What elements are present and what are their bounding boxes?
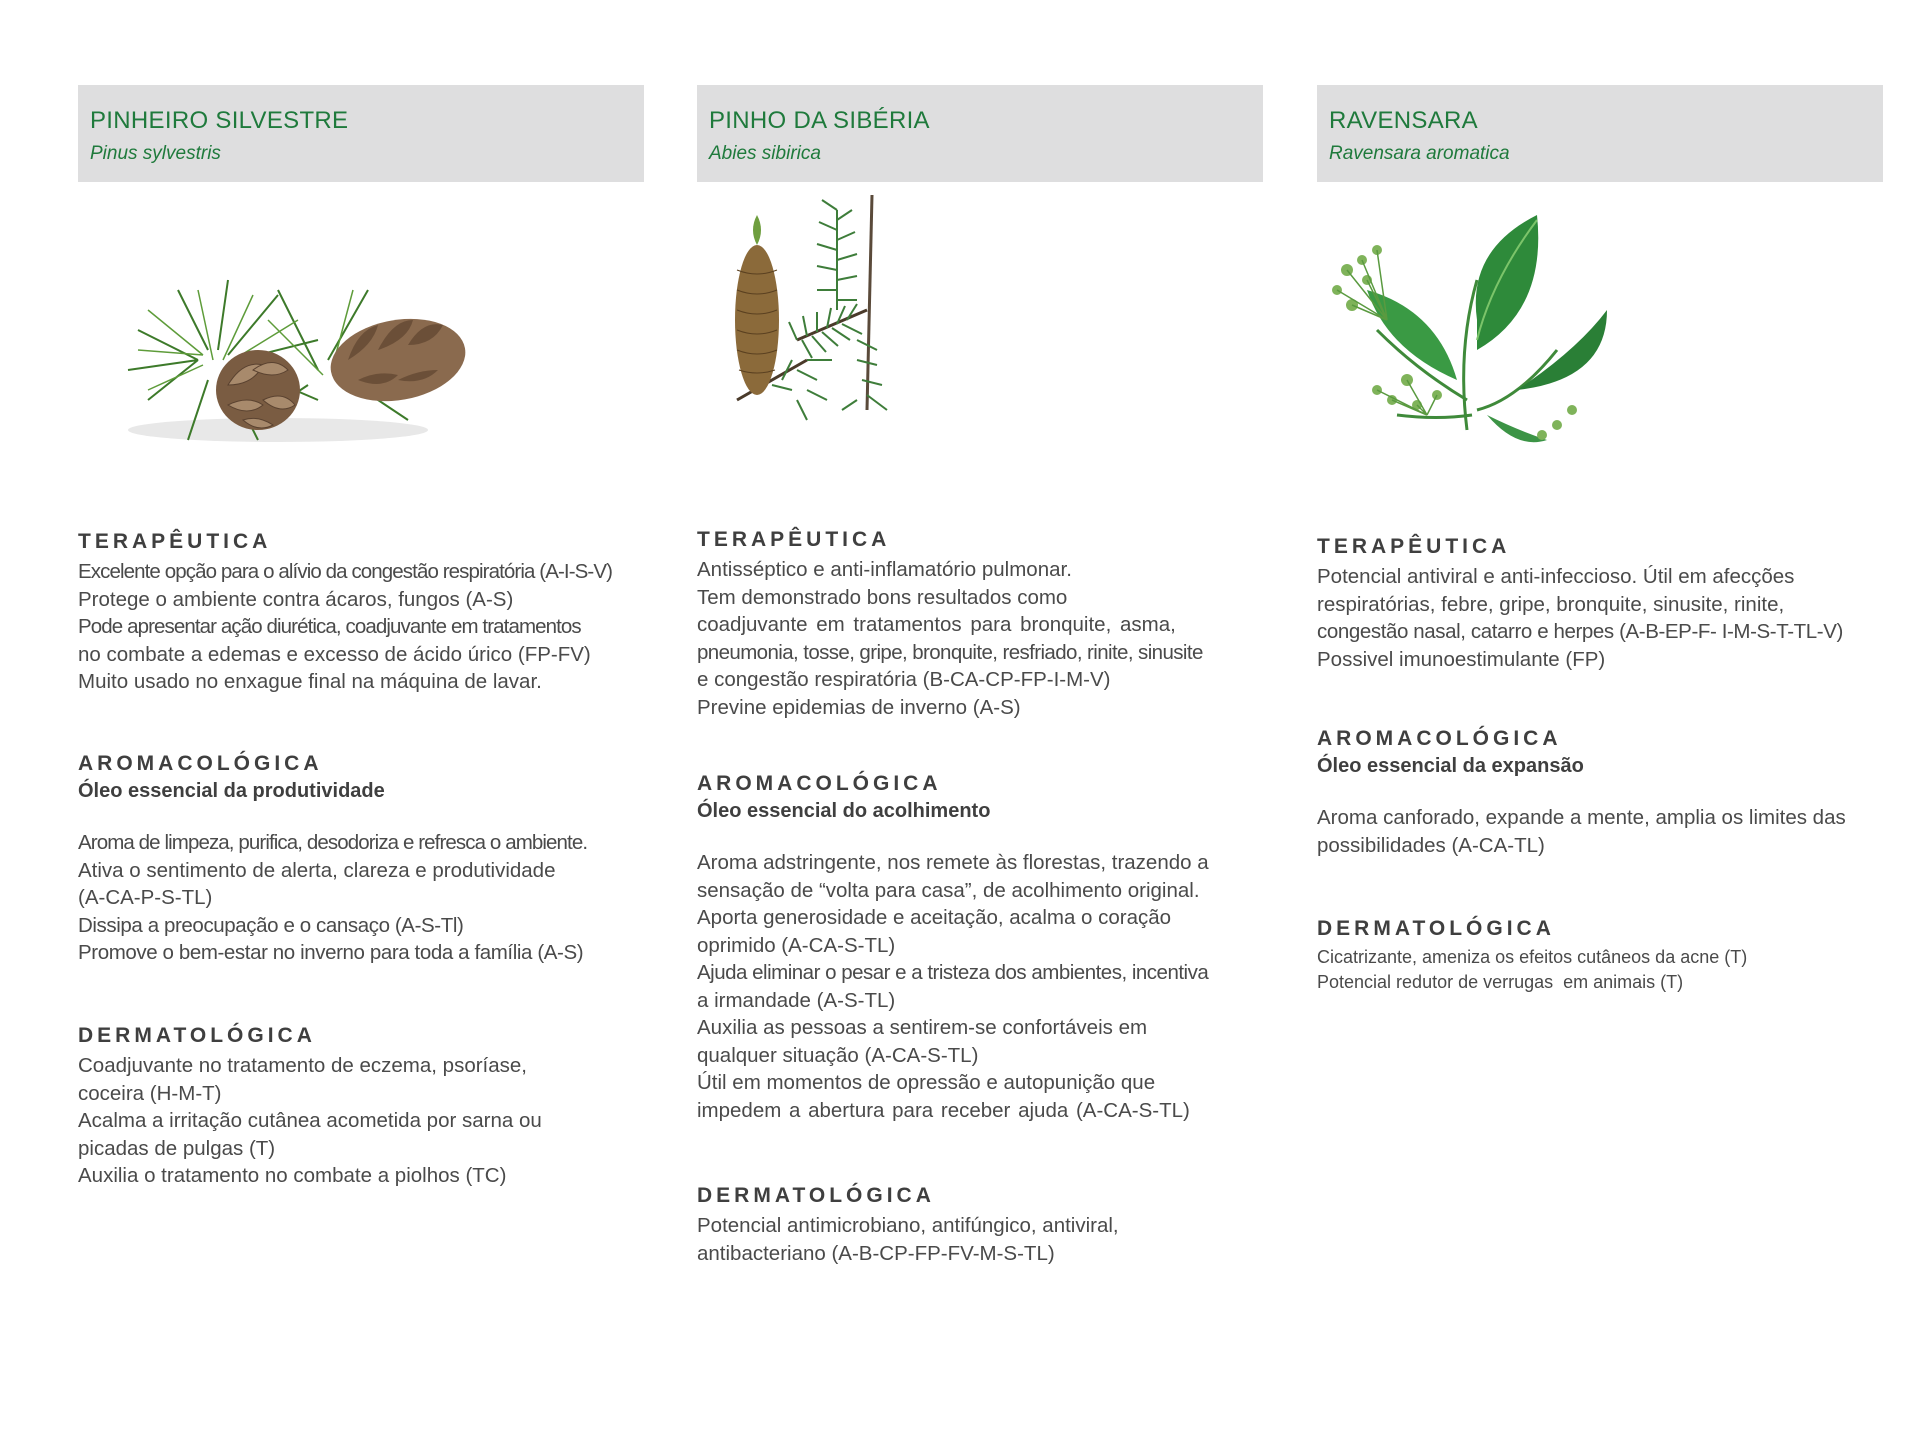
text-line: coadjuvante em tratamentos para bronquite, asma, <box>697 613 1176 636</box>
section-dermatologica <box>78 1024 648 1190</box>
text-line: e congestão respiratória (B-CA-CP-FP-I-M-V) <box>697 668 1111 691</box>
section-aromacologica <box>1317 727 1887 859</box>
plant-name: PINHO DA SIBÉRIA <box>709 107 930 134</box>
text-line: Ativa o sentimento de alerta, clareza e produtividade <box>78 858 556 882</box>
plant-name: PINHEIRO SILVESTRE <box>90 107 349 134</box>
text-line: Excelente opção para o alívio da congestão respiratória (A-I-S-V) <box>78 560 613 583</box>
text-line: Potencial redutor de verrugas em animais (T) <box>1317 972 1684 992</box>
text-line: antibacteriano (A-B-CP-FP-FV-M-S-TL) <box>697 1241 1055 1265</box>
text-line: Auxilia o tratamento no combate a piolhos (TC) <box>78 1164 507 1187</box>
text-line: respiratórias, febre, gripe, bronquite, sinusite, rinite, <box>1317 592 1785 616</box>
text-line: Muito usado no enxague final na máquina de lavar. <box>78 670 542 693</box>
section-title: DERMATOLÓGICA <box>697 1184 935 1207</box>
text-line: qualquer situação (A-CA-S-TL) <box>697 1043 979 1067</box>
text-line: sensação de “volta para casa”, de acolhimento original. <box>697 878 1200 902</box>
section-title: DERMATOLÓGICA <box>1317 917 1555 940</box>
section-title: AROMACOLÓGICA <box>697 772 942 795</box>
text-line: oprimido (A-CA-S-TL) <box>697 933 896 957</box>
text-line: Aroma canforado, expande a mente, amplia os limites das <box>1317 806 1846 829</box>
plant-latin-name: Abies sibirica <box>709 143 821 164</box>
text-line: Antisséptico e anti-inflamatório pulmonar. <box>697 558 1072 581</box>
plant-latin-name: Pinus sylvestris <box>90 143 221 164</box>
text-line: Dissipa a preocupação e o cansaço (A-S-Tl) <box>78 913 464 937</box>
text-line: possibilidades (A-CA-TL) <box>1317 833 1545 857</box>
text-line: congestão nasal, catarro e herpes (A-B-EP-F- I-M-S-T-TL-V) <box>1317 620 1843 643</box>
plant-name: RAVENSARA <box>1329 107 1478 134</box>
section-terapeutica <box>697 528 1267 721</box>
section-dermatologica <box>697 1184 1267 1267</box>
section-subtitle: Óleo essencial da produtividade <box>78 780 385 802</box>
text-line: pneumonia, tosse, gripe, bronquite, resfriado, rinite, sinusite <box>697 640 1203 664</box>
text-line: Promove o bem-estar no inverno para toda a família (A-S) <box>78 941 584 964</box>
plant-header <box>1317 85 1883 182</box>
section-title: TERAPÊUTICA <box>78 530 272 553</box>
section-dermatologica <box>1317 917 1887 995</box>
text-line: Útil em momentos de opressão e autopunição que <box>697 1071 1156 1094</box>
pine-cones-icon <box>78 210 644 470</box>
section-subtitle: Óleo essencial da expansão <box>1317 755 1584 777</box>
text-line: Previne epidemias de inverno (A-S) <box>697 695 1021 719</box>
text-line: Ajuda eliminar o pesar e a tristeza dos ambientes, incentiva <box>697 961 1209 984</box>
text-line: Potencial antimicrobiano, antifúngico, antiviral, <box>697 1214 1119 1237</box>
text-line: Protege o ambiente contra ácaros, fungos (A-S) <box>78 587 514 611</box>
text-line: Cicatrizante, ameniza os efeitos cutâneos da acne (T) <box>1317 947 1748 967</box>
text-line: Aroma adstringente, nos remete às florestas, trazendo a <box>697 851 1209 874</box>
text-line: impedem a abertura para receber ajuda (A-CA-S-TL) <box>697 1098 1190 1122</box>
fir-branch-icon <box>697 190 1263 450</box>
text-line: no combate a edemas e excesso de ácido úrico (FP-FV) <box>78 642 591 666</box>
text-line: Aroma de limpeza, purifica, desodoriza e refresca o ambiente. <box>78 831 588 854</box>
plant-header <box>78 85 644 182</box>
section-terapeutica <box>1317 535 1887 673</box>
text-line: coceira (H-M-T) <box>78 1081 222 1105</box>
section-title: AROMACOLÓGICA <box>78 752 323 775</box>
section-title: TERAPÊUTICA <box>1317 535 1511 558</box>
text-line: picadas de pulgas (T) <box>78 1136 276 1160</box>
text-line: Potencial antiviral e anti-infeccioso. Útil em afecções <box>1317 565 1795 588</box>
text-line: Possivel imunoestimulante (FP) <box>1317 647 1606 671</box>
section-terapeutica <box>78 530 648 696</box>
section-title: TERAPÊUTICA <box>697 528 891 551</box>
text-line: Coadjuvante no tratamento de eczema, psoríase, <box>78 1054 527 1077</box>
section-title: DERMATOLÓGICA <box>78 1024 316 1047</box>
section-title: AROMACOLÓGICA <box>1317 727 1562 750</box>
text-line: a irmandade (A-S-TL) <box>697 988 896 1012</box>
plant-latin-name: Ravensara aromatica <box>1329 143 1510 164</box>
section-aromacologica <box>697 772 1267 1124</box>
text-line: Tem demonstrado bons resultados como <box>697 585 1068 609</box>
text-line: Auxilia as pessoas a sentirem-se confortáveis em <box>697 1016 1148 1039</box>
text-line: Aporta generosidade e aceitação, acalma o coração <box>697 906 1172 929</box>
ravensara-leaves-icon <box>1317 200 1883 460</box>
text-line: Acalma a irritação cutânea acometida por sarna ou <box>78 1109 542 1132</box>
section-aromacologica <box>78 752 648 967</box>
text-line: (A-CA-P-S-TL) <box>78 886 213 909</box>
section-subtitle: Óleo essencial do acolhimento <box>697 800 991 822</box>
plant-header <box>697 85 1263 182</box>
text-line: Pode apresentar ação diurética, coadjuvante em tratamentos <box>78 615 581 638</box>
